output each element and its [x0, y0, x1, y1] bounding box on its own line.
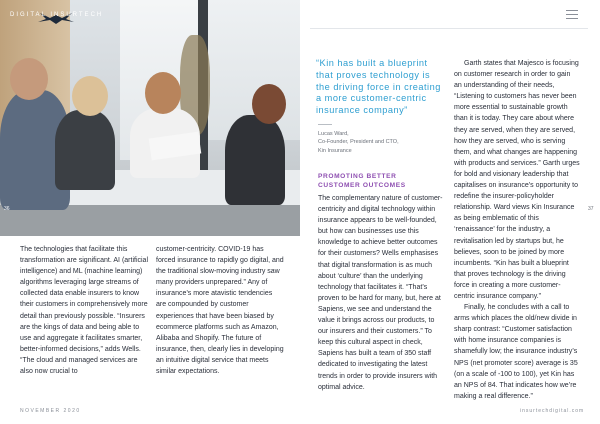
paragraph: The complementary nature of customer-centricity and digital technology within insurance appears to be well-founded, but how can businesses use this knowledge to achieve better outcomes for their customers? Wells emphasises that digital transformation is as much about ‘culture’ than the underlying technology that facilitates it. “That’s proven to be hard for many, but, here at Sapiens, we see and understand the value it brings across our products, to our insurers and their customers.” To keep this cultural aspect in check, Sapiens has built a team of 350 staff dedicated to investigating the latest trends in order to provide insurers with optimal advice. [318, 195, 443, 391]
header-divider [310, 28, 588, 29]
body-column-4 [454, 58, 580, 402]
page-number-right: 37 [588, 206, 594, 212]
body-column-3 [318, 193, 444, 393]
attribution-company: Kin Insurance [318, 147, 352, 154]
paragraph: customer-centricity. COVID-19 has forced insurance to rapidly go digital, and the traditional slow-moving industry saw many providers unprepared.” Any of insurance’s more atavistic tendencies are compounded by customer experiences that have been biased by ecommerce platforms such as Amazon, Alibaba and Shopify. The future of insurance, then, clearly lies in developing an intuitive digital service that meets similar expectations. [156, 246, 284, 376]
attribution-role: Co-Founder, President and CTO, [318, 139, 399, 146]
logo-text: DIGITAL INSURTECH [10, 12, 104, 18]
hero-photo [0, 0, 300, 236]
attribution-name: Lucas Ward, [318, 131, 349, 137]
paragraph: The technologies that facilitate this transformation are significant. AI (artificial intelligence) and ML (machine learning) algorithms leveraging large streams of collected data enable insurers to know their customers in comprehensively more detail than previously possible. “Insurers are the kings of data and being able to use and aggregate it facilitates smarter, better-informed decisions,” adds Wells. “The cloud and managed services are also now crucial to [20, 246, 148, 376]
body-column-2 [156, 244, 284, 377]
pull-quote: “Kin has built a blueprint that proves technology is the driving force in creating a more customer-centric insurance company” [316, 58, 441, 116]
footer-url[interactable]: insurtechdigital.com [520, 408, 585, 414]
quote-divider [318, 124, 332, 125]
paragraph: Garth states that Majesco is focusing on customer research in order to gain an understanding of their needs, “Listening to customers has never been more essential to sustainable growth than it is today. They care about where they are served, when they are served, how they are served, who is serving them, and what changes are happening with products and services.” Garth urges for bold and visionary leadership that capitalises on insurance’s opportunity to redefine the insurer-policyholder relationship. Ward views Kin Insurance as being emblematic of this ‘renaissance’ for the industry, a revitalisation led by startups but, he believes, soon to be joined by more incumbents. “Kin has built a blueprint that proves technology is the driving force in creating a more customer-centric insurance company.” [454, 60, 580, 300]
section-heading-line-1: PROMOTING BETTER [318, 173, 397, 180]
body-column-1 [20, 244, 148, 377]
section-heading [318, 172, 406, 190]
page-number-left: 36 [4, 206, 10, 212]
footer-date: NOVEMBER 2020 [20, 408, 81, 414]
hamburger-icon[interactable] [566, 10, 578, 20]
quote-attribution [318, 130, 399, 155]
paragraph: Finally, he concludes with a call to arms which places the old/new divide in sharp contrast: “Customer satisfaction with home insurance companies is shamefully low; the insurance industry’s NPS (net promoter score) average is 35 (on a scale of -100 to 100), yet Kin has an NPS of 84. That indicates how we’re making a real difference.” [454, 304, 578, 400]
section-heading-line-2: CUSTOMER OUTCOMES [318, 182, 406, 190]
